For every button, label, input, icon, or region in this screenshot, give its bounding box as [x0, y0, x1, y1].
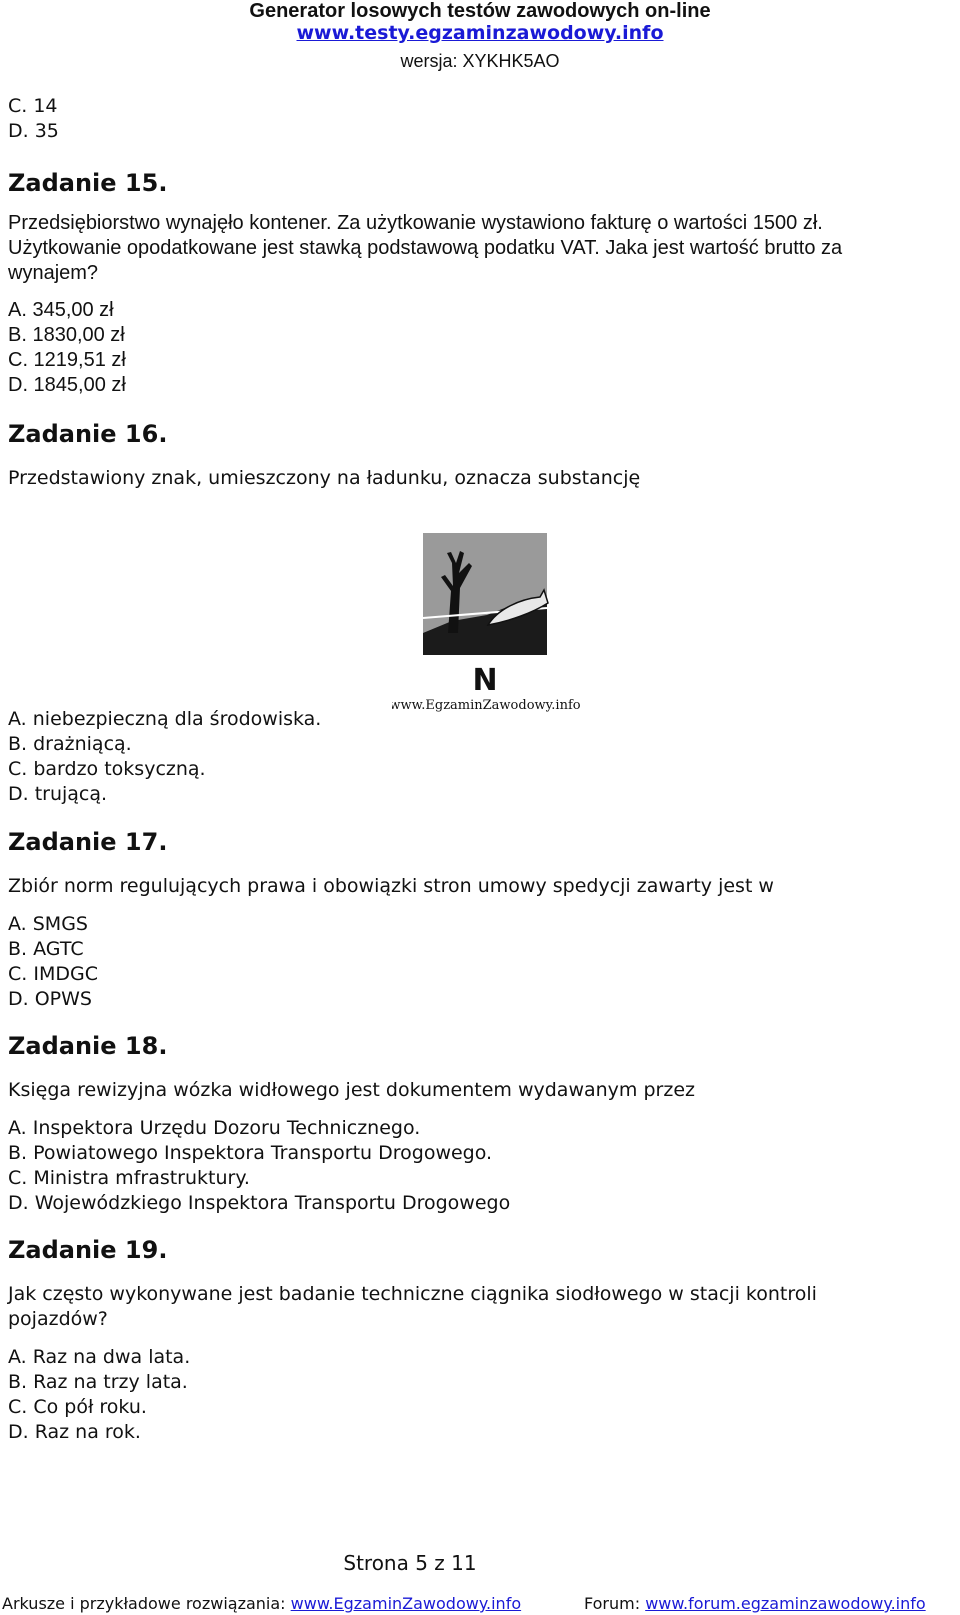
prev-options [8, 94, 59, 144]
environment-hazard-sign [392, 533, 582, 718]
option: C. IMDGC [8, 963, 98, 985]
task-heading: Zadanie 15. [8, 169, 168, 197]
task-16-question [8, 466, 640, 491]
task-heading: Zadanie 19. [8, 1236, 168, 1264]
task-18-options [8, 1116, 510, 1216]
footer-right-link[interactable]: www.forum.egzaminzawodowy.info [645, 1594, 926, 1613]
task-17-options [8, 912, 98, 1012]
task-16 [8, 419, 167, 449]
task-17 [8, 827, 167, 857]
header-link[interactable]: www.testy.egzaminzawodowy.info [296, 22, 664, 44]
option: B. Powiatowego Inspektora Transportu Drogowego. [8, 1142, 493, 1164]
question-line: pojazdów? [8, 1308, 108, 1330]
option: A. Inspektora Urzędu Dozoru Technicznego. [8, 1117, 421, 1139]
option: B. drażniącą. [8, 733, 132, 755]
dead-tree-fish-icon [392, 533, 582, 718]
footer-right [584, 1594, 926, 1614]
task-15-question [8, 211, 842, 286]
option: D. OPWS [8, 988, 92, 1010]
option: D. trującą. [8, 783, 108, 805]
task-19 [8, 1235, 167, 1265]
header-title: Generator losowych testów zawodowych on-line [249, 0, 711, 22]
question-line: Przedsiębiorstwo wynajęło kontener. Za użytkowanie wystawiono fakturę o wartości 1500 zł. [8, 212, 823, 234]
option: C. Ministra mfrastruktury. [8, 1167, 250, 1189]
option: B. 1830,00 zł [8, 324, 125, 346]
question-line: Księga rewizyjna wózka widłowego jest dokumentem wydawanym przez [8, 1079, 695, 1101]
question-line: Przedstawiony znak, umieszczony na ładunku, oznacza substancję [8, 467, 641, 489]
task-19-options [8, 1345, 190, 1445]
option: A. 345,00 zł [8, 299, 114, 321]
option: B. Raz na trzy lata. [8, 1371, 188, 1393]
task-16-options [8, 707, 321, 807]
option: C. bardzo toksyczną. [8, 758, 206, 780]
version-label: wersja: XYKHK5AO [400, 51, 560, 71]
option: C. 1219,51 zł [8, 349, 126, 371]
question-line: Użytkowanie opodatkowane jest stawką podstawową podatku VAT. Jaka jest wartość brutto za [8, 237, 843, 259]
page-header [0, 0, 960, 72]
task-18-question [8, 1078, 695, 1103]
option: C. Co pół roku. [8, 1396, 147, 1418]
footer-right-label: Forum: [584, 1594, 646, 1613]
option: C. 14 [8, 95, 58, 117]
sign-letter: N [472, 663, 498, 698]
task-heading: Zadanie 17. [8, 828, 168, 856]
option: D. 35 [8, 120, 59, 142]
task-18 [8, 1031, 167, 1061]
option: B. AGTC [8, 938, 84, 960]
option: A. niebezpieczną dla środowiska. [8, 708, 322, 730]
footer-left [2, 1594, 521, 1614]
option: D. Raz na rok. [8, 1421, 141, 1443]
task-heading: Zadanie 16. [8, 420, 168, 448]
image-caption: www.EgzaminZawodowy.info [392, 698, 581, 713]
question-line: Zbiór norm regulujących prawa i obowiązki stron umowy spedycji zawarty jest w [8, 875, 774, 897]
task-17-question [8, 874, 774, 899]
option: D. 1845,00 zł [8, 374, 126, 396]
option: A. Raz na dwa lata. [8, 1346, 191, 1368]
task-heading: Zadanie 18. [8, 1032, 168, 1060]
question-line: wynajem? [8, 262, 99, 284]
footer-left-link[interactable]: www.EgzaminZawodowy.info [290, 1594, 522, 1613]
footer-left-label: Arkusze i przykładowe rozwiązania: [2, 1594, 291, 1613]
option: D. Wojewódzkiego Inspektora Transportu Drogowego [8, 1192, 511, 1214]
task-15-options [8, 298, 126, 398]
task-19-question [8, 1282, 817, 1332]
page-number: Strona 5 z 11 [343, 1551, 477, 1575]
task-15 [8, 168, 167, 198]
question-line: Jak często wykonywane jest badanie techniczne ciągnika siodłowego w stacji kontroli [8, 1283, 817, 1305]
option: A. SMGS [8, 913, 88, 935]
